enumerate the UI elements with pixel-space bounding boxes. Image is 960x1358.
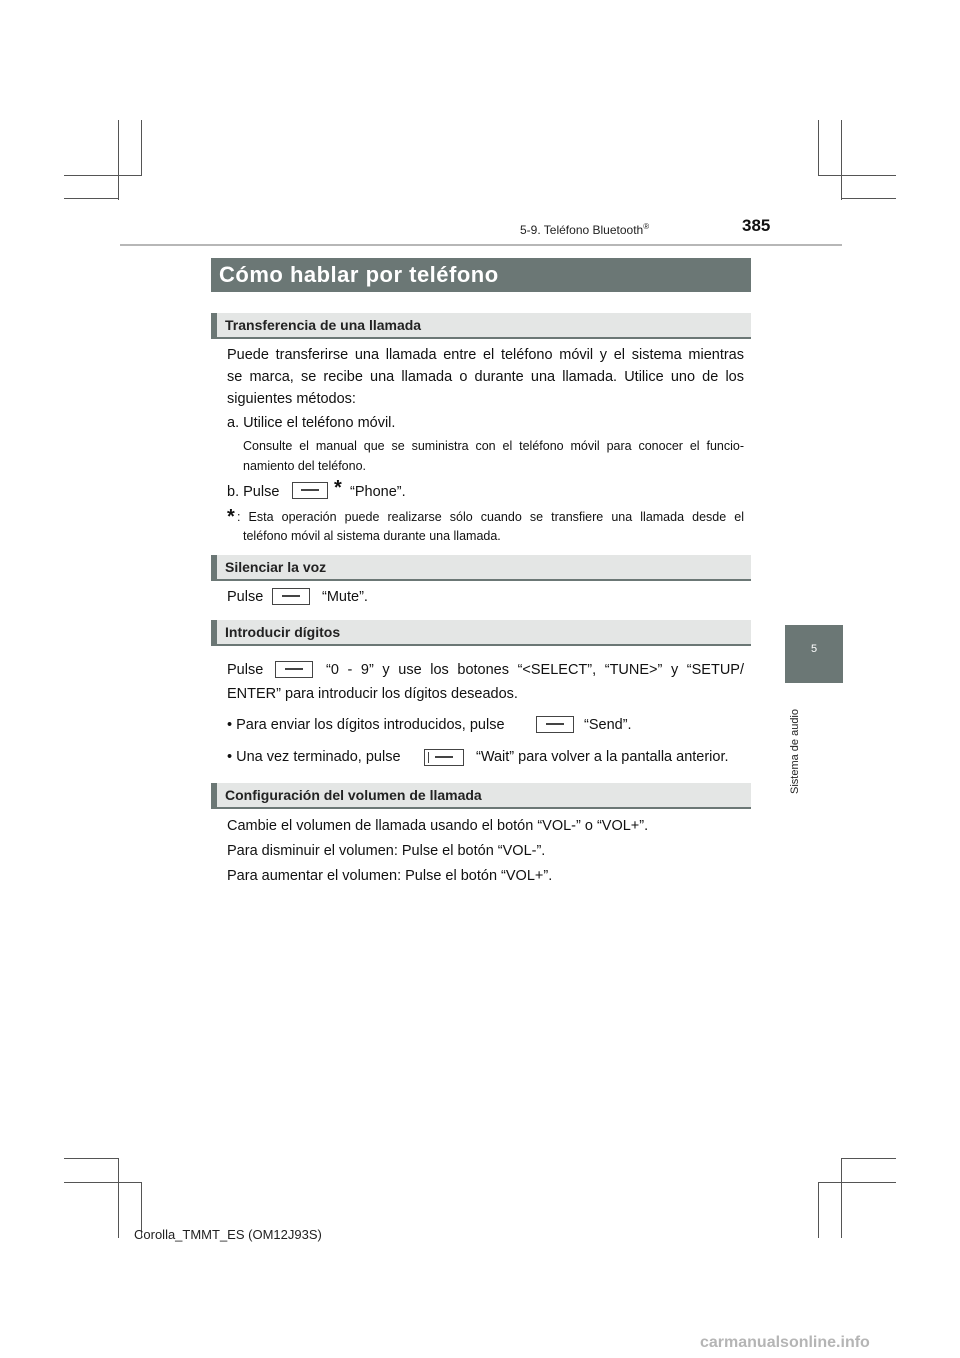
- transfer-intro-line: Puede transferirse una llamada entre el teléfono móvil y el sistema mientras: [227, 347, 744, 363]
- crop-mark: [818, 1182, 819, 1238]
- crop-mark: [141, 120, 142, 175]
- section-heading-transfer: [211, 313, 751, 339]
- option-a: a. Utilice el teléfono móvil.: [227, 415, 396, 431]
- volume-line: Para disminuir el volumen: Pulse el botón “VOL-”.: [227, 843, 546, 859]
- section-heading-text: Configuración del volumen de llamada: [225, 787, 482, 803]
- transfer-intro-line: se marca, se recibe una llamada o durante una llamada. Utilice uno de los: [227, 369, 744, 385]
- footnote-line: teléfono móvil al sistema durante una llamada.: [243, 529, 501, 543]
- option-a-note: Consulte el manual que se suministra con el teléfono móvil para conocer el funcio-: [243, 439, 744, 453]
- mute-screen-button-icon: [272, 588, 310, 605]
- mute-prefix: Pulse: [227, 589, 264, 605]
- page-title: Cómo hablar por teléfono: [219, 262, 499, 287]
- section-heading-text: Introducir dígitos: [225, 624, 341, 640]
- mute-suffix: “Mute”.: [322, 589, 368, 605]
- crop-mark: [841, 1158, 842, 1238]
- section-heading-digits: [211, 620, 751, 646]
- option-b-prefix: b. Pulse: [227, 484, 280, 500]
- chapter-tab: [785, 625, 843, 683]
- transfer-intro-line: siguientes métodos:: [227, 391, 356, 407]
- digits-bullet-send-prefix: • Para enviar los dígitos introducidos, pulse: [227, 717, 505, 733]
- crop-mark: [818, 1182, 896, 1183]
- crop-mark: [841, 1158, 896, 1159]
- crop-mark: [818, 175, 896, 176]
- option-a-note: namiento del teléfono.: [243, 459, 367, 473]
- document-footer: Corolla_TMMT_ES (OM12J93S): [134, 1227, 322, 1242]
- send-screen-button-icon: [536, 716, 574, 733]
- chapter-number: 5: [810, 643, 818, 655]
- digits-bullet-wait-suffix: “Wait” para volver a la pantalla anterior.: [476, 749, 729, 765]
- crop-mark: [118, 1158, 119, 1238]
- registered-mark: ®: [643, 222, 650, 231]
- volume-line: Para aumentar el volumen: Pulse el botón “VOL+”.: [227, 868, 553, 884]
- crop-mark: [64, 175, 142, 176]
- volume-line: Cambie el volumen de llamada usando el botón “VOL-” o “VOL+”.: [227, 818, 649, 834]
- crop-mark: [118, 120, 119, 200]
- digits-line1-suffix: “0 - 9” y use los botones “<SELECT”, “TUNE>” y “SETUP/: [326, 662, 744, 678]
- section-heading-volume: [211, 783, 751, 809]
- section-heading-text: Transferencia de una llamada: [225, 317, 422, 333]
- crop-mark: [841, 198, 896, 199]
- digits-line2: ENTER” para introducir los dígitos deseados.: [227, 686, 518, 702]
- digits-bullet-send-suffix: “Send”.: [584, 717, 632, 733]
- chapter-label-text: Sistema de audio: [789, 709, 801, 794]
- crop-mark: [818, 120, 819, 175]
- header-rule: [120, 244, 842, 246]
- footnote-asterisk: *: [227, 506, 235, 528]
- phone-screen-button-icon: [292, 482, 328, 499]
- keypad-screen-button-icon: [275, 661, 313, 678]
- page-number: 385: [742, 216, 771, 235]
- section-header: [520, 222, 649, 237]
- digits-bullet-wait-prefix: • Una vez terminado, pulse: [227, 749, 401, 765]
- crop-mark: [64, 198, 119, 199]
- option-b-suffix: “Phone”.: [350, 484, 406, 500]
- crop-mark: [64, 1182, 142, 1183]
- section-header-text: 5-9. Teléfono Bluetooth: [520, 223, 644, 237]
- chapter-label: [789, 690, 803, 794]
- section-heading-text: Silenciar la voz: [225, 559, 327, 575]
- wait-screen-button-icon: [424, 749, 464, 766]
- footnote-line: : Esta operación puede realizarse sólo cuando se transfiere una llamada desde el: [237, 510, 744, 524]
- crop-mark: [64, 1158, 119, 1159]
- watermark: carmanualsonline.info: [700, 1334, 870, 1351]
- digits-line1-prefix: Pulse: [227, 662, 264, 678]
- section-heading-mute: [211, 555, 751, 581]
- crop-mark: [841, 120, 842, 200]
- footnote-asterisk: *: [334, 477, 342, 499]
- page-title-bar: [211, 258, 751, 292]
